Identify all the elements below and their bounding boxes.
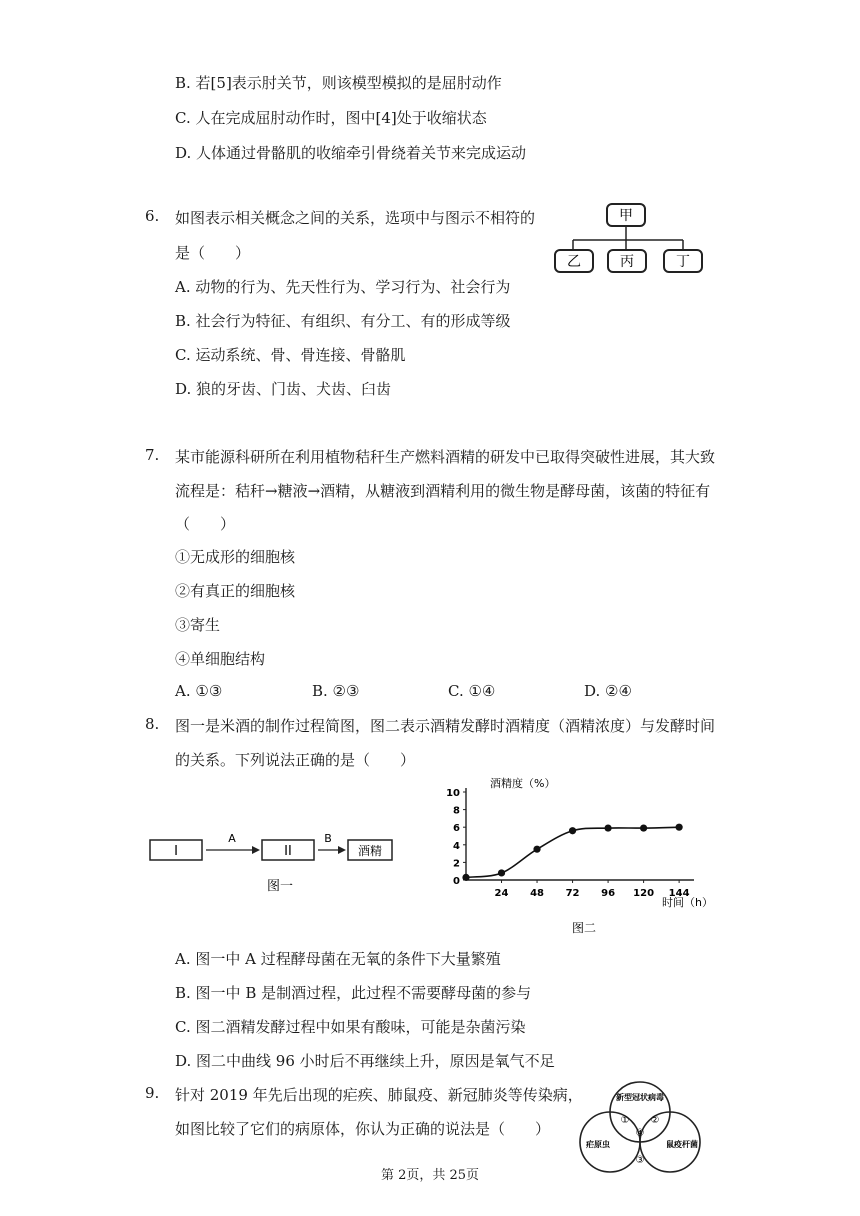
chart-y-axis-label: 酒精度（%）: [490, 777, 556, 790]
venn-label-bacteria: 鼠疫杆菌: [666, 1140, 698, 1149]
q8-figure1-process: [140, 820, 400, 900]
fig1-box-2-label: II: [284, 844, 292, 859]
q9-stem-line1: 针对 2019 年先后出现的疟疾、肺鼠疫、新冠肺炎等传染病，: [175, 1086, 583, 1104]
fig1-caption: 图一: [266, 879, 294, 894]
chart-data-point: [569, 827, 576, 834]
chart-x-axis-label: 时间（h）: [662, 896, 713, 909]
q7-stem-line2: 流程是：秸秆→糖液→酒精，从糖液到酒精利用的微生物是酵母菌，该菌的特征有: [175, 482, 711, 500]
chart-data-point: [498, 869, 505, 876]
diagram-label-jia: 甲: [619, 208, 633, 224]
chart-x-tick-label: 24: [494, 888, 509, 899]
q7-option-d: D. ②④: [584, 682, 632, 700]
chart-data-point: [640, 824, 647, 831]
page-footer: 第 2页，共 25页: [380, 1168, 480, 1183]
q8-option-a: A. 图一中 A 过程酵母菌在无氧的条件下大量繁殖: [175, 950, 501, 968]
q7-stem-line1: 某市能源科研所在利用植物秸秆生产燃料酒精的研发中已取得突破性进展，其大致: [175, 448, 716, 466]
diagram-label-bing: 丙: [620, 254, 634, 270]
chart-y-tick-label: 2: [453, 858, 460, 870]
venn-region-1: ①: [620, 1115, 630, 1126]
chart-caption: 图二: [572, 921, 597, 935]
fig1-arrow-a-label: A: [228, 832, 236, 845]
chart-series-line: [466, 827, 679, 877]
fig1-arrow-b-label: B: [324, 832, 332, 845]
q9-number: 9.: [145, 1084, 160, 1102]
q8-figure2-chart: [430, 772, 720, 940]
q7-statement-4: ④单细胞结构: [175, 650, 266, 668]
q6-number: 6.: [145, 207, 160, 225]
chart-y-tick-label: 8: [453, 805, 460, 817]
q6-option-c: C. 运动系统、骨、骨连接、骨骼肌: [175, 346, 406, 364]
chart-x-tick-label: 120: [633, 888, 655, 899]
q6-hierarchy-diagram: [548, 198, 708, 278]
chart-y-tick-label: 10: [446, 788, 460, 799]
q5-option-d: D. 人体通过骨骼肌的收缩牵引骨绕着关节来完成运动: [175, 144, 527, 162]
chart-data-point: [604, 824, 611, 831]
q7-stem-line3: （ ）: [175, 515, 236, 533]
q8-option-c: C. 图二酒精发酵过程中如果有酸味，可能是杂菌污染: [175, 1018, 526, 1036]
q7-option-b: B. ②③: [312, 682, 360, 700]
chart-x-tick-label: 144: [668, 888, 690, 899]
q5-option-c: C. 人在完成屈肘动作时，图中[4]处于收缩状态: [175, 109, 487, 127]
q7-option-a: A. ①③: [175, 682, 223, 700]
q6-option-b: B. 社会行为特征、有组织、有分工、有的形成等级: [175, 312, 511, 330]
q8-option-b: B. 图一中 B 是制酒过程，此过程不需要酵母菌的参与: [175, 984, 532, 1002]
chart-data-point: [462, 874, 469, 881]
chart-y-tick-label: 0: [453, 876, 460, 887]
venn-region-2: ②: [650, 1115, 660, 1126]
fig1-box-1-label: I: [174, 844, 178, 859]
venn-region-4: ④: [635, 1128, 645, 1139]
q8-number: 8.: [145, 715, 160, 733]
q8-option-d: D. 图二中曲线 96 小时后不再继续上升，原因是氧气不足: [175, 1052, 555, 1070]
q8-stem-line1: 图一是米酒的制作过程简图，图二表示酒精发酵时酒精度（酒精浓度）与发酵时间: [175, 717, 716, 735]
chart-data-point: [533, 846, 540, 853]
chart-data-point: [676, 824, 683, 831]
chart-x-tick-label: 72: [565, 888, 580, 899]
diagram-label-yi: 乙: [567, 254, 581, 270]
chart-x-tick-label: 48: [530, 888, 545, 899]
chart-y-tick-label: 6: [453, 823, 460, 835]
diagram-label-ding: 丁: [676, 254, 690, 270]
chart-x-tick-label: 96: [601, 888, 616, 899]
chart-y-tick-label: 4: [453, 840, 460, 852]
q7-statement-1: ①无成形的细胞核: [175, 548, 296, 566]
q7-number: 7.: [145, 446, 160, 464]
q6-stem-line1: 如图表示相关概念之间的关系，选项中与图示不相符的: [175, 209, 536, 227]
q8-stem-line2: 的关系。下列说法正确的是（ ）: [175, 751, 416, 769]
q9-venn-diagram: [570, 1076, 710, 1176]
q6-option-a: A. 动物的行为、先天性行为、学习行为、社会行为: [175, 278, 511, 296]
q7-option-c: C. ①④: [448, 682, 496, 700]
fig1-box-3-label: 酒精: [357, 844, 383, 858]
q7-statement-3: ③寄生: [175, 616, 221, 634]
q6-stem-line2: 是（ ）: [175, 244, 251, 262]
venn-label-plasmodium: 疟原虫: [586, 1140, 610, 1149]
venn-label-virus: 新型冠状病毒: [616, 1093, 664, 1102]
venn-region-3: ③: [635, 1155, 645, 1166]
q5-option-b: B. 若[5]表示肘关节，则该模型模拟的是屈肘动作: [175, 74, 502, 92]
q6-option-d: D. 狼的牙齿、门齿、犬齿、臼齿: [175, 380, 392, 398]
q9-stem-line2: 如图比较了它们的病原体，你认为正确的说法是（ ）: [175, 1120, 551, 1138]
q7-statement-2: ②有真正的细胞核: [175, 582, 296, 600]
